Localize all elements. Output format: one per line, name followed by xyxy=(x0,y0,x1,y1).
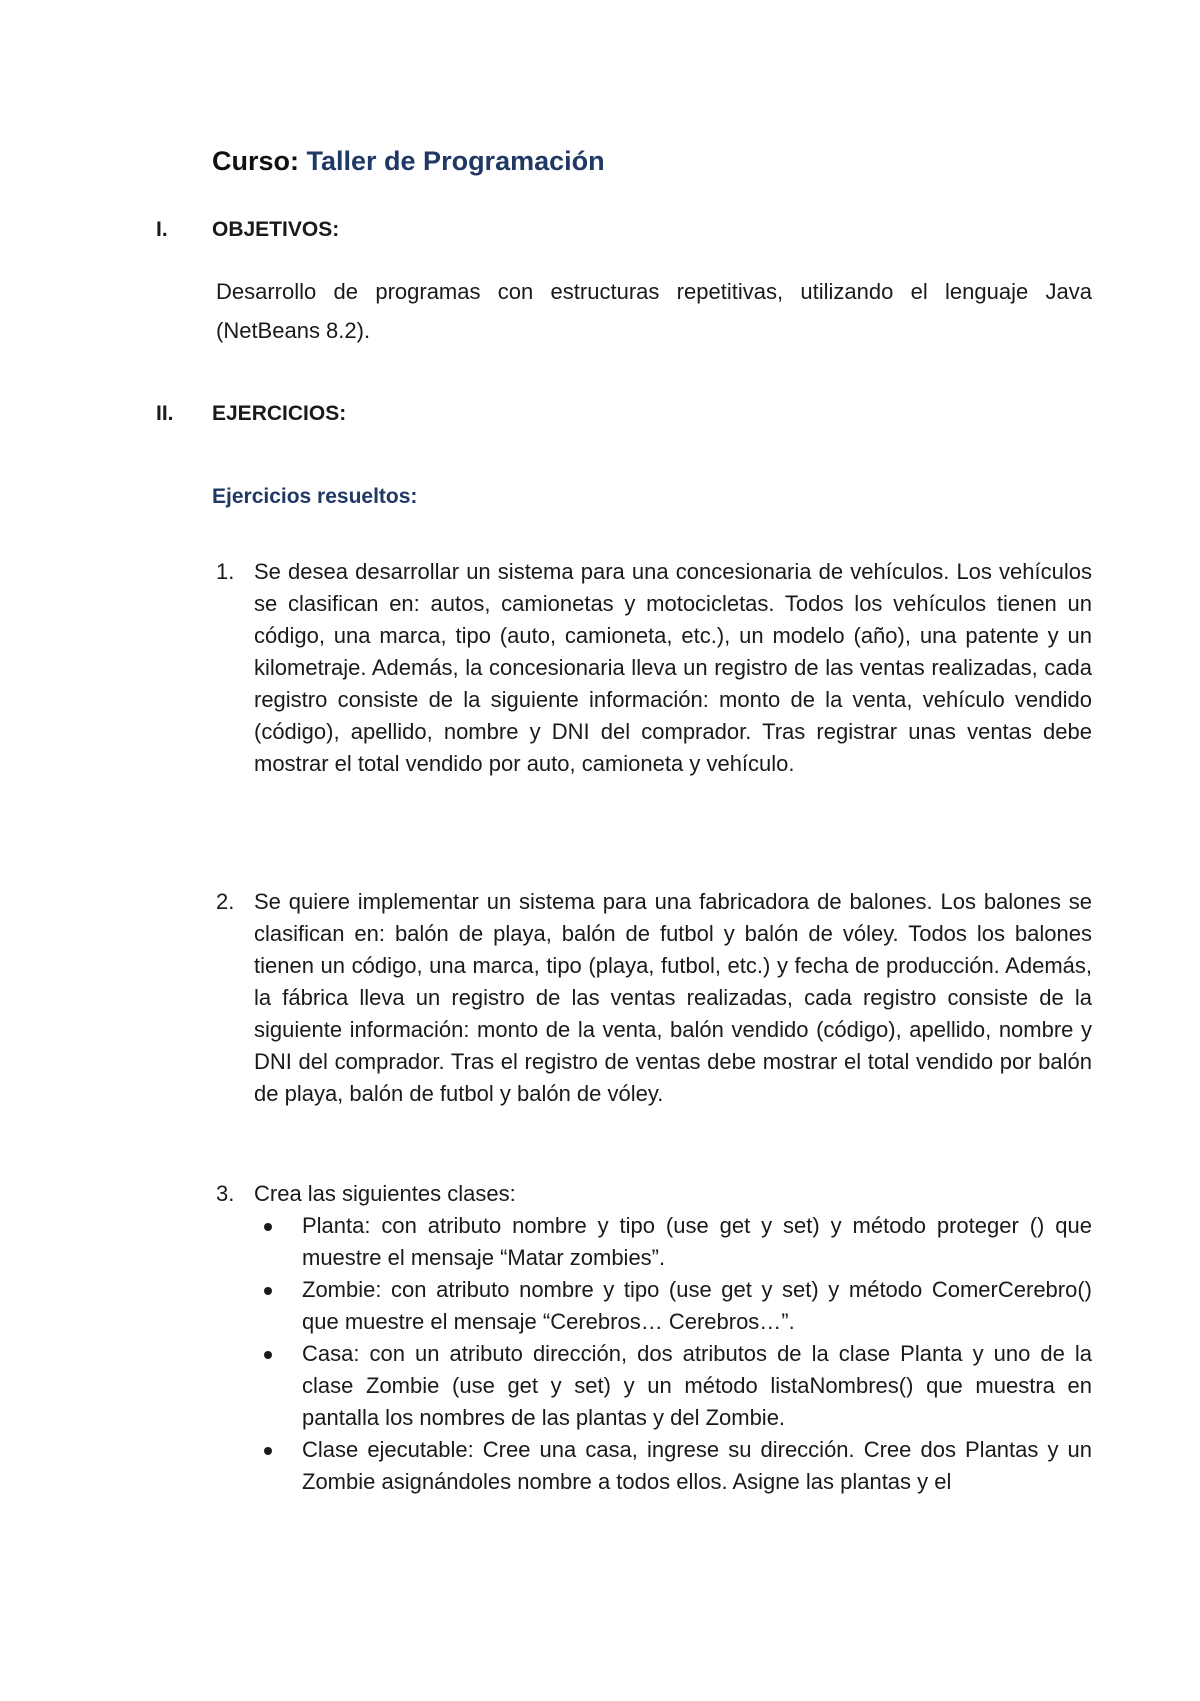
title-label: Curso: xyxy=(212,146,299,176)
class-bullet-list xyxy=(254,1210,1092,1498)
list-item xyxy=(254,1210,1092,1274)
bullet-text: Planta: con atributo nombre y tipo (use get y set) y método proteger () que muestre el mensaje “Matar zombies”. xyxy=(302,1213,1092,1270)
exercise-text: Crea las siguientes clases: xyxy=(254,1181,516,1206)
exercise-number: 2. xyxy=(216,889,235,914)
solved-exercises-subheading: Ejercicios resueltos: xyxy=(212,485,418,508)
section-ejercicios-heading xyxy=(156,402,346,426)
list-item xyxy=(254,1434,1092,1498)
course-name: Taller de Programación xyxy=(306,146,605,176)
bullet-dot-icon xyxy=(264,1351,272,1359)
bullet-dot-icon xyxy=(264,1223,272,1231)
exercise-2 xyxy=(212,886,1092,1110)
section-number: II. xyxy=(156,402,174,425)
section-title: EJERCICIOS: xyxy=(212,402,347,425)
exercise-text: Se desea desarrollar un sistema para una concesionaria de vehículos. Los vehículos se clasifican en: autos, camionetas y motocicletas. Todos los vehículos tienen un código, una marca, tipo (auto, camioneta, etc.), un modelo (año), una patente y un kilometraje. Además, la concesionaria lleva un registro de las ventas realizadas, cada registro consiste de la siguiente información: monto de la venta, vehículo vendido (código), apellido, nombre y DNI del comprador. Tras registrar unas ventas debe mostrar el total vendido por auto, camioneta y vehículo. xyxy=(254,559,1092,776)
bullet-dot-icon xyxy=(264,1447,272,1455)
exercise-number: 3. xyxy=(216,1181,235,1206)
exercise-text: Se quiere implementar un sistema para una fabricadora de balones. Los balones se clasifican en: balón de playa, balón de futbol y balón de vóley. Todos los balones tienen un código, una marca, tipo (playa, futbol, etc.) y fecha de producción. Además, la fábrica lleva un registro de las ventas realizadas, cada registro consiste de la siguiente información: monto de la venta, balón vendido (código), apellido, nombre y DNI del comprador. Tras el registro de ventas debe mostrar el total vendido por balón de playa, balón de futbol y balón de vóley. xyxy=(254,889,1092,1106)
bullet-text: Casa: con un atributo dirección, dos atributos de la clase Planta y uno de la clase Zombie (use get y set) y un método listaNombres() que muestra en pantalla los nombres de las plantas y del Zombie. xyxy=(302,1341,1092,1430)
page-title xyxy=(212,146,605,177)
bullet-text: Clase ejecutable: Cree una casa, ingrese su dirección. Cree dos Plantas y un Zombie asignándoles nombre a todos ellos. Asigne las plantas y el xyxy=(302,1437,1092,1494)
section-objetivos-heading xyxy=(156,218,339,242)
objective-text: Desarrollo de programas con estructuras repetitivas, utilizando el lenguaje Java (NetBeans 8.2). xyxy=(216,279,1092,343)
section-number: I. xyxy=(156,218,168,241)
exercise-3 xyxy=(212,1178,1092,1498)
exercise-number: 1. xyxy=(216,559,235,584)
bullet-dot-icon xyxy=(264,1287,272,1295)
list-item xyxy=(254,1338,1092,1434)
section-title: OBJETIVOS: xyxy=(212,218,340,241)
list-item xyxy=(254,1274,1092,1338)
bullet-text: Zombie: con atributo nombre y tipo (use get y set) y método ComerCerebro() que muestre el mensaje “Cerebros… Cerebros…”. xyxy=(302,1277,1092,1334)
exercise-1 xyxy=(212,556,1092,780)
